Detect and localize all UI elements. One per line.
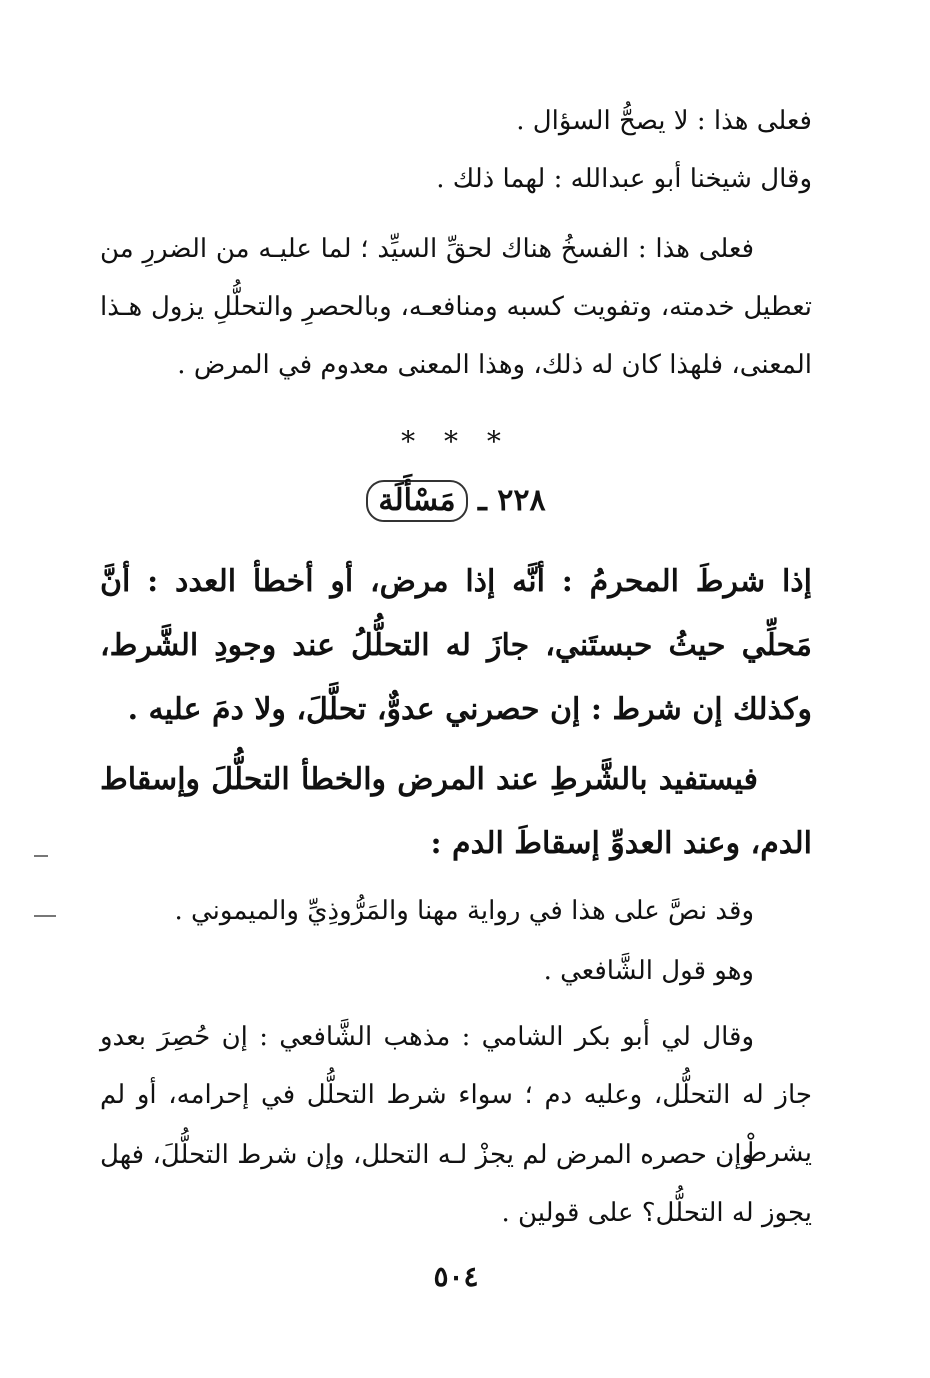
page-number: ٥٠٤ (433, 1260, 479, 1293)
paragraph-1: فعلى هذا : لا يصحُّ السؤال . (516, 106, 812, 136)
issue-heading (100, 480, 812, 522)
margin-mark (34, 915, 56, 917)
issue-number: ٢٢٨ ـ (478, 483, 546, 518)
margin-mark (34, 855, 48, 857)
paragraph-5: وهو قول الشَّافعي . (543, 956, 754, 986)
paragraph-3: فعلى هذا : الفسخُ هناك لحقِّ السيِّد ؛ لما عليـه من الضررِ من تعطيل خدمته، وتفويت كسبه ومنافعـه، وبالحصرِ والتحلُّلِ يزول هـذا المعنى، فلهذا كان له ذلك، وهذا المعنى معدوم في المرض . (100, 234, 812, 380)
book-page (100, 80, 812, 1330)
bold-paragraph-1: إذا شرطَ المحرمُ : أنَّه إذا مرض، أو أخطأ العدد : أنَّ مَحلِّي حيثُ حبستَني، جازَ له التحلُّلُ عند وجودِ الشَّرط، وكذلك إن شرط : إن حصرني عدوٌّ، تحلَّلَ، ولا دمَ عليه . (100, 564, 812, 727)
section-separator: * * * (401, 425, 511, 458)
paragraph-6: وقال لي أبو بكر الشامي : مذهب الشَّافعي : إن حُصِرَ بعدو جاز له التحلُّل، وعليه دم ؛ سواء شرط التحلُّل في إحرامه، أو لم يشرطْ . (100, 1022, 812, 1168)
paragraph-7: وإن حصره المرض لم يجزْ لـه التحلل، وإن شرط التحلُّلَ، فهل يجوز له التحلُّل؟ على قولين . (100, 1140, 812, 1228)
bold-paragraph-2: فيستفيد بالشَّرطِ عند المرض والخطأ التحلُّلَ وإسقاط الدم، وعند العدوِّ إسقاطَ الدم : (100, 762, 812, 861)
paragraph-2: وقال شيخنا أبو عبدالله : لهما ذلك . (436, 164, 812, 194)
issue-title: مَسْأَلَة (366, 480, 467, 522)
paragraph-4: وقد نصَّ على هذا في رواية مهنا والمَرُّوذِيِّ والميموني . (174, 896, 754, 926)
